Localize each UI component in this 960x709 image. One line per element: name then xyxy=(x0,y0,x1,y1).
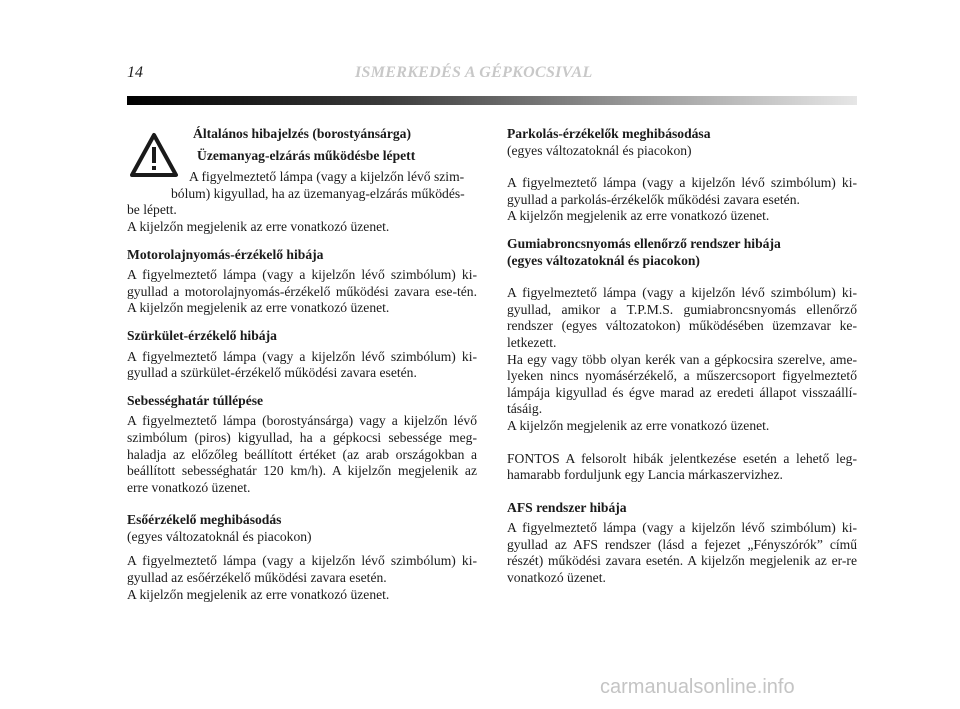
parking-heading: Parkolás-érzékelők meghibásodása xyxy=(507,126,711,141)
warning-text-line1: A figyelmeztető lámpa (vagy a kijelzőn lévő szim- xyxy=(189,169,465,185)
tpms-subheading: (egyes változatoknál és piacokon) xyxy=(507,252,700,268)
rain-text: A figyelmeztető lámpa (vagy a kijelzőn lévő szimbólum) ki-gyullad az esőérzékelő működési zavara esetén. xyxy=(127,553,477,586)
right-column xyxy=(507,126,857,587)
watermark: carmanualsonline.info xyxy=(600,676,795,698)
tpms-heading: Gumiabroncsnyomás ellenőrző rendszer hibája xyxy=(507,235,781,251)
oil-heading: Motorolajnyomás-érzékelő hibája xyxy=(127,246,324,262)
tpms-text: A figyelmeztető lámpa (vagy a kijelzőn lévő szimbólum) ki-gyullad, amikor a T.P.M.S. gumiabroncsnyomás ellenőrző rendszer (egyes változatokon) működésében üzemzavar ke-letkezett. xyxy=(507,285,857,350)
rain-heading: Esőérzékelő meghibásodás xyxy=(127,512,282,528)
warning-heading-general: Általános hibajelzés (borostyánsárga) xyxy=(193,126,412,141)
parking-text: A figyelmeztető lámpa (vagy a kijelzőn lévő szimbólum) ki-gyullad a parkolás-érzékelők működési zavara esetén. xyxy=(507,175,857,207)
page-number: 14 xyxy=(127,64,143,81)
rain-text-message: A kijelzőn megjelenik az erre vonatkozó üzenet. xyxy=(127,586,390,602)
parking-subtitle: (egyes változatoknál és piacokon) xyxy=(507,142,692,158)
left-column xyxy=(127,126,477,603)
warning-block xyxy=(127,126,477,236)
speed-text: A figyelmeztető lámpa (borostyánsárga) vagy a kijelzőn lévő szimbólum (piros) kigyullad, ha a gépkocsi sebessége meg-haladja az előzőleg beállított értéket (az arab országokban a beállított sebességhatár 120 km/h). A kijelzőn megjelenik az erre vonatkozó üzenet. xyxy=(127,413,477,495)
oil-text: A figyelmeztető lámpa (vagy a kijelzőn lévő szimbólum) ki-gyullad a motorolajnyomás-érzékelő működési zavara ese-tén. A kijelzőn megjelenik az erre vonatkozó üzenet. xyxy=(127,267,477,316)
header-rule xyxy=(127,96,857,105)
rain-subtitle: (egyes változatoknál és piacokon) xyxy=(127,528,312,544)
warning-text-line4: A kijelzőn megjelenik az erre vonatkozó üzenet. xyxy=(127,218,390,234)
running-header: ISMERKEDÉS A GÉPKOCSIVAL xyxy=(355,64,593,81)
parking-text-message: A kijelzőn megjelenik az erre vonatkozó üzenet. xyxy=(507,208,770,224)
afs-heading: AFS rendszer hibája xyxy=(507,499,627,515)
warning-triangle-icon xyxy=(129,132,179,178)
dusk-text: A figyelmeztető lámpa (vagy a kijelzőn lévő szimbólum) ki-gyullad a szürkület-érzékelő működési zavara esetén. xyxy=(127,348,477,381)
important-note: FONTOS A felsorolt hibák jelentkezése esetén a lehető leg-hamarabb forduljunk egy Lancia márkaszervizhez. xyxy=(507,450,857,483)
dusk-heading: Szürkület-érzékelő hibája xyxy=(127,327,277,343)
warning-text-line3: be lépett. xyxy=(127,202,177,218)
tpms-text-wheels: Ha egy vagy több olyan kerék van a gépkocsira szerelve, ame-lyeken nincs nyomásérzékelő, a műszercsoport figyelmeztető lámpája kigyullad és égve marad az eredeti állapot visszaállí-tásáig. xyxy=(507,351,857,417)
warning-text-line2: bólum) kigyullad, ha az üzemanyag-elzárás működés- xyxy=(171,185,465,201)
warning-heading-fuel: Üzemanyag-elzárás működésbe lépett xyxy=(197,147,416,163)
afs-text: A figyelmeztető lámpa (vagy a kijelzőn lévő szimbólum) ki-gyullad az AFS rendszer (lásd a fejezet „Fényszórók” című részét) működési zavara esetén. A kijelzőn megjelenik az er-re vonatkozó üzenet. xyxy=(507,520,857,586)
speed-heading: Sebességhatár túllépése xyxy=(127,392,264,408)
tpms-text-message: A kijelzőn megjelenik az erre vonatkozó üzenet. xyxy=(507,417,770,433)
